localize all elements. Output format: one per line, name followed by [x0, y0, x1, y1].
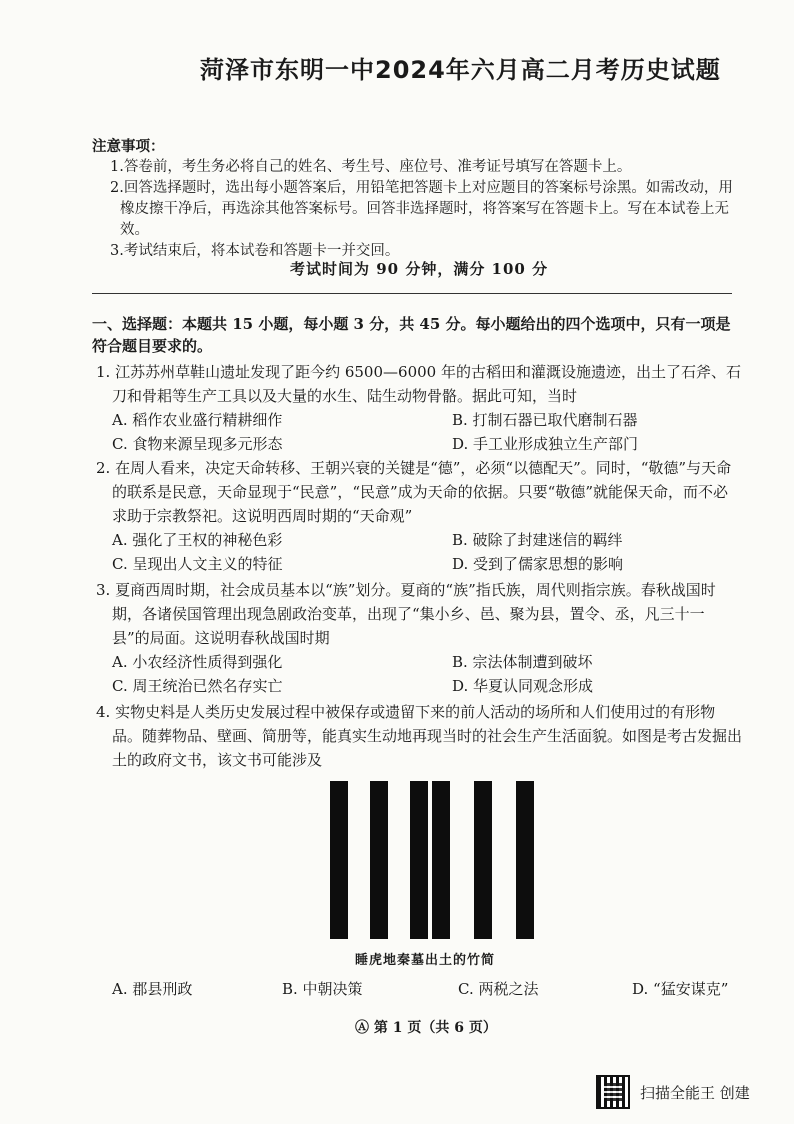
option-b: B. 打制石器已取代磨制石器 [452, 411, 638, 429]
option-a: A. 稻作农业盛行精耕细作 [112, 411, 283, 429]
bamboo-slip [330, 781, 348, 939]
bamboo-slip [516, 781, 534, 939]
page-number: Ⓐ 第 1 页（共 6 页） [355, 1020, 497, 1036]
question-stem: 4. 实物史料是人类历史发展过程中被保存或遗留下来的前人活动的场所和人们使用过的有形物品。随葬物品、壁画、简册等，能真实生动地再现当时的社会生产生活面貌。如图是考古发掘出土的政府文书，该文书可能涉及 [96, 703, 743, 769]
question-4 [92, 700, 742, 772]
question-3 [92, 578, 742, 698]
option-d: D. 受到了儒家思想的影响 [452, 555, 624, 573]
scanner-watermark [596, 1075, 750, 1109]
page-title: 菏泽市东明一中2024年六月高二月考历史试题 [200, 56, 721, 84]
exam-info: 考试时间为 90 分钟，满分 100 分 [290, 260, 549, 278]
qr-code-icon [596, 1075, 630, 1109]
bamboo-slip [474, 781, 492, 939]
question-stem: 2. 在周人看来，决定天命转移、王朝兴衰的关键是“德”，必须“以德配天”。同时，“敬德”与天命的联系是民意，天命显现于“民意”，“民意”成为天命的依据。只要“敬德”就能保天命，而不必求助于宗教祭祀。这说明西周时期的“天命观” [96, 459, 732, 525]
option-d: D. “猛安谋克” [632, 980, 729, 998]
bamboo-slips-image [320, 781, 560, 939]
option-c: C. 呈现出人文主义的特征 [112, 555, 283, 573]
notice-item-2: 2.回答选择题时，选出每小题答案后，用铅笔把答题卡上对应题目的答案标号涂黑。如需改动，用橡皮擦干净后，再选涂其他答案标号。回答非选择题时，将答案写在答题卡上。写在本试卷上无效。 [110, 180, 733, 238]
section-heading: 一、选择题：本题共 15 小题，每小题 3 分，共 45 分。每小题给出的四个选项中，只有一项是符合题目要求的。 [92, 315, 731, 355]
bamboo-slip [370, 781, 388, 939]
divider [92, 293, 732, 294]
notice-block [92, 136, 742, 262]
notice-item-3: 3.考试结束后，将本试卷和答题卡一并交回。 [110, 243, 400, 259]
figure-caption: 睡虎地秦墓出土的竹简 [355, 953, 496, 968]
option-a: A. 强化了王权的神秘色彩 [112, 531, 283, 549]
option-a: A. 郡县刑政 [112, 980, 193, 998]
question-1 [92, 360, 742, 456]
notice-heading: 注意事项： [92, 138, 165, 155]
option-b: B. 宗法体制遭到破坏 [452, 653, 593, 671]
option-c: C. 两税之法 [458, 980, 539, 998]
question-stem: 3. 夏商西周时期，社会成员基本以“族”划分。夏商的“族”指氏族，周代则指宗族。春秋战国时期，各诸侯国管理出现急剧政治变革，出现了“集小乡、邑、聚为县，置令、丞，凡三十一县”的局面。这说明春秋战国时期 [96, 581, 716, 647]
option-b: B. 破除了封建迷信的羁绊 [452, 531, 623, 549]
bamboo-slip [410, 781, 428, 939]
option-d: D. 手工业形成独立生产部门 [452, 435, 639, 453]
bamboo-slip [432, 781, 450, 939]
scanner-label: 扫描全能王 创建 [640, 1083, 750, 1102]
option-c: C. 食物来源呈现多元形态 [112, 435, 283, 453]
option-b: B. 中朝决策 [282, 980, 363, 998]
option-a: A. 小农经济性质得到强化 [112, 653, 283, 671]
option-c: C. 周王统治已然名存实亡 [112, 677, 283, 695]
option-d: D. 华夏认同观念形成 [452, 677, 594, 695]
question-stem: 1. 江苏苏州草鞋山遗址发现了距今约 6500—6000 年的古稻田和灌溉设施遗迹，出土了石斧、石刀和骨耜等生产工具以及大量的水生、陆生动物骨骼。据此可知，当时 [96, 363, 741, 405]
question-2 [92, 456, 742, 576]
notice-item-1: 1.答卷前，考生务必将自己的姓名、考生号、座位号、准考证号填写在答题卡上。 [110, 159, 632, 175]
